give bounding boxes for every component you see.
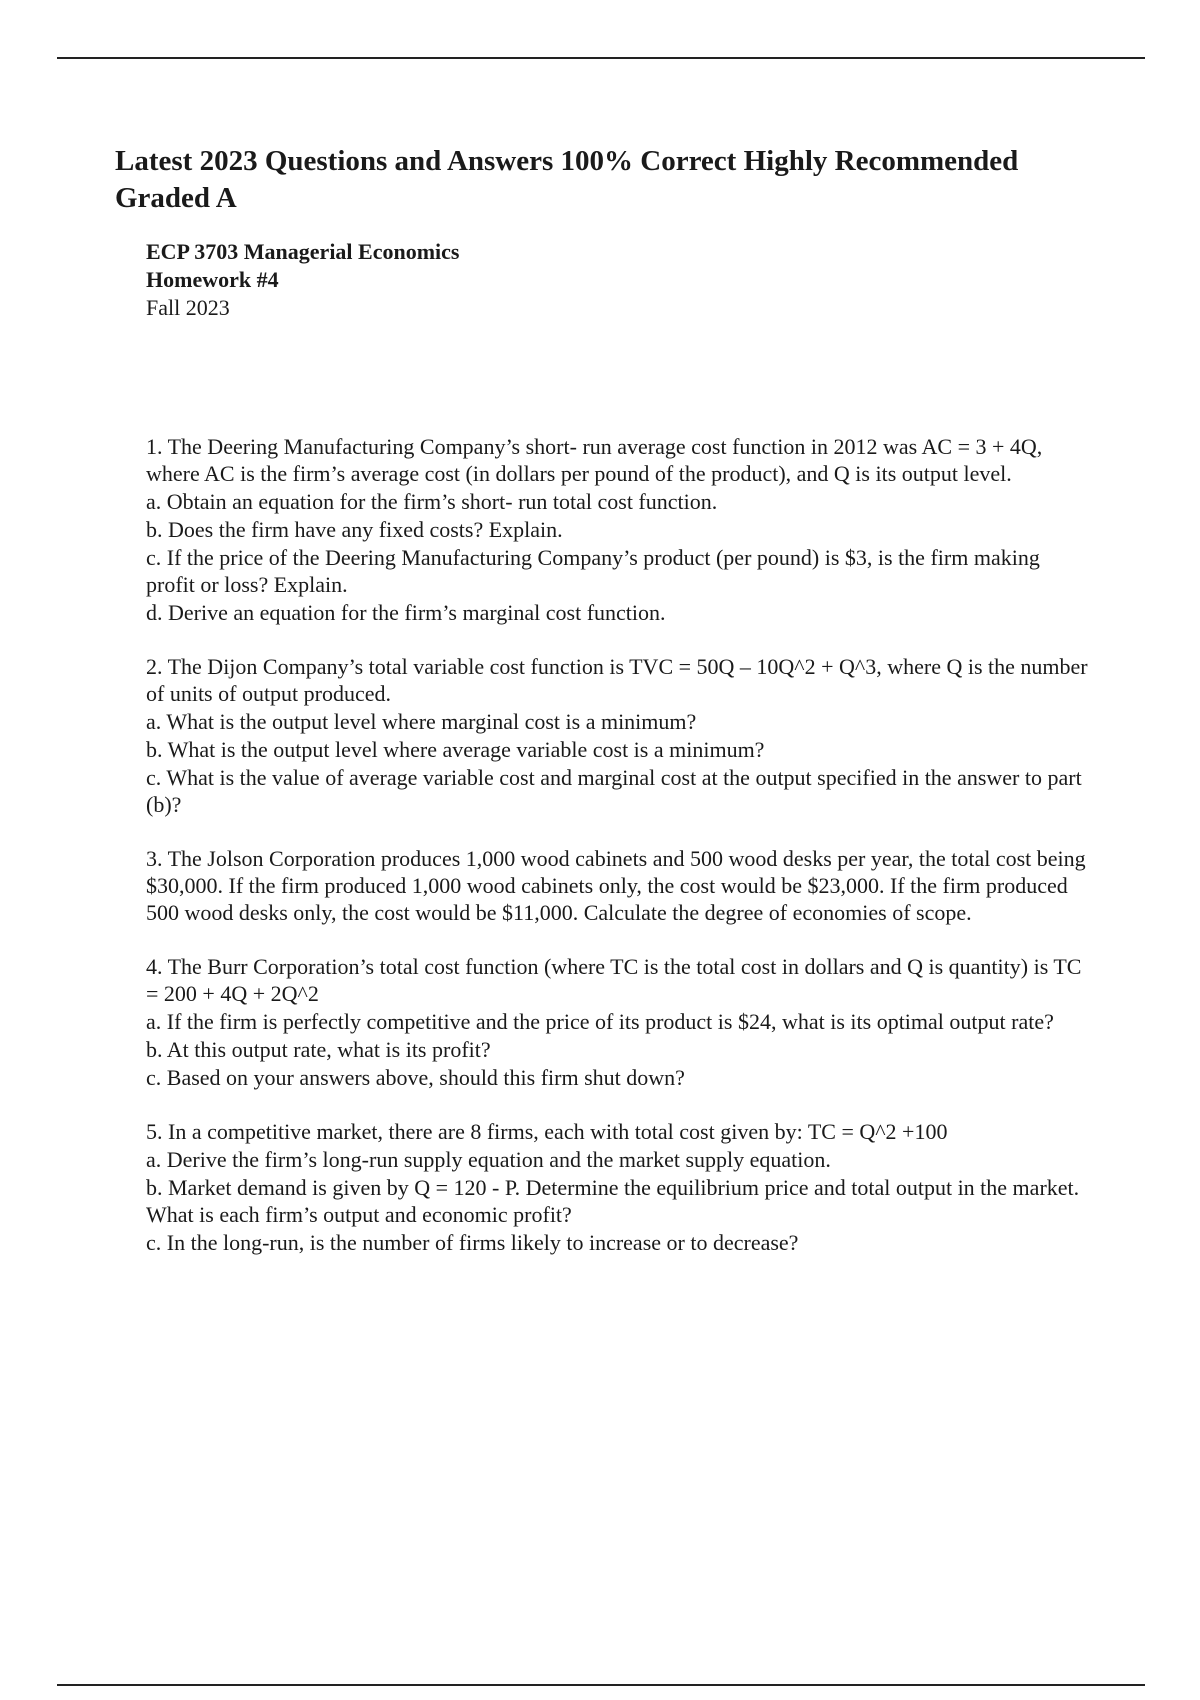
question-part: c. If the price of the Deering Manufacturing Company’s product (per pound) is $3, is the firm making profit or loss? Explain. [146, 545, 1040, 597]
term: Fall 2023 [146, 295, 230, 320]
question-part: b. Market demand is given by Q = 120 - P. Determine the equilibrium price and total output in the market. What is each firm’s output and economic profit? [146, 1175, 1080, 1227]
course-name: ECP 3703 Managerial Economics [146, 239, 460, 264]
question-part: a. Derive the firm’s long-run supply equation and the market supply equation. [146, 1147, 831, 1172]
question-5 [146, 1118, 1094, 1256]
question-part: b. Does the firm have any fixed costs? Explain. [146, 517, 563, 542]
question-part: a. If the firm is perfectly competitive and the price of its product is $24, what is its optimal output rate? [146, 1009, 1054, 1034]
question-3 [146, 845, 1094, 926]
question-stem: 5. In a competitive market, there are 8 firms, each with total cost given by: TC = Q^2 +100 [146, 1119, 948, 1144]
question-list [146, 433, 1094, 1283]
question-1 [146, 433, 1094, 626]
question-part: d. Derive an equation for the firm’s marginal cost function. [146, 600, 666, 625]
assignment-name: Homework #4 [146, 267, 279, 292]
bottom-rule [57, 1684, 1145, 1686]
question-stem: 3. The Jolson Corporation produces 1,000 wood cabinets and 500 wood desks per year, the total cost being $30,000. If the firm produced 1,000 wood cabinets only, the cost would be $23,000. If the firm produced 500 wood desks only, the cost would be $11,000. Calculate the degree of economies of scope. [146, 846, 1086, 925]
question-part: a. What is the output level where marginal cost is a minimum? [146, 709, 697, 734]
question-part: c. In the long-run, is the number of firms likely to increase or to decrease? [146, 1230, 799, 1255]
question-part: b. At this output rate, what is its profit? [146, 1037, 491, 1062]
top-rule [57, 57, 1145, 59]
page-title: Latest 2023 Questions and Answers 100% Correct Highly Recommended Graded A [115, 145, 1019, 214]
question-4 [146, 953, 1094, 1091]
question-stem: 1. The Deering Manufacturing Company’s short- run average cost function in 2012 was AC = 3 + 4Q, where AC is the firm’s average cost (in dollars per pound of the product), and Q is its output level. [146, 434, 1043, 486]
question-stem: 2. The Dijon Company’s total variable cost function is TVC = 50Q – 10Q^2 + Q^3, where Q is the number of units of output produced. [146, 654, 1088, 706]
question-part: b. What is the output level where average variable cost is a minimum? [146, 737, 765, 762]
question-part: c. Based on your answers above, should this firm shut down? [146, 1065, 685, 1090]
question-part: a. Obtain an equation for the firm’s short- run total cost function. [146, 489, 718, 514]
question-part: c. What is the value of average variable cost and marginal cost at the output specified in the answer to part (b)? [146, 765, 1082, 817]
question-stem: 4. The Burr Corporation’s total cost function (where TC is the total cost in dollars and Q is quantity) is TC = 200 + 4Q + 2Q^2 [146, 954, 1082, 1006]
question-2 [146, 653, 1094, 818]
course-header [146, 238, 459, 322]
